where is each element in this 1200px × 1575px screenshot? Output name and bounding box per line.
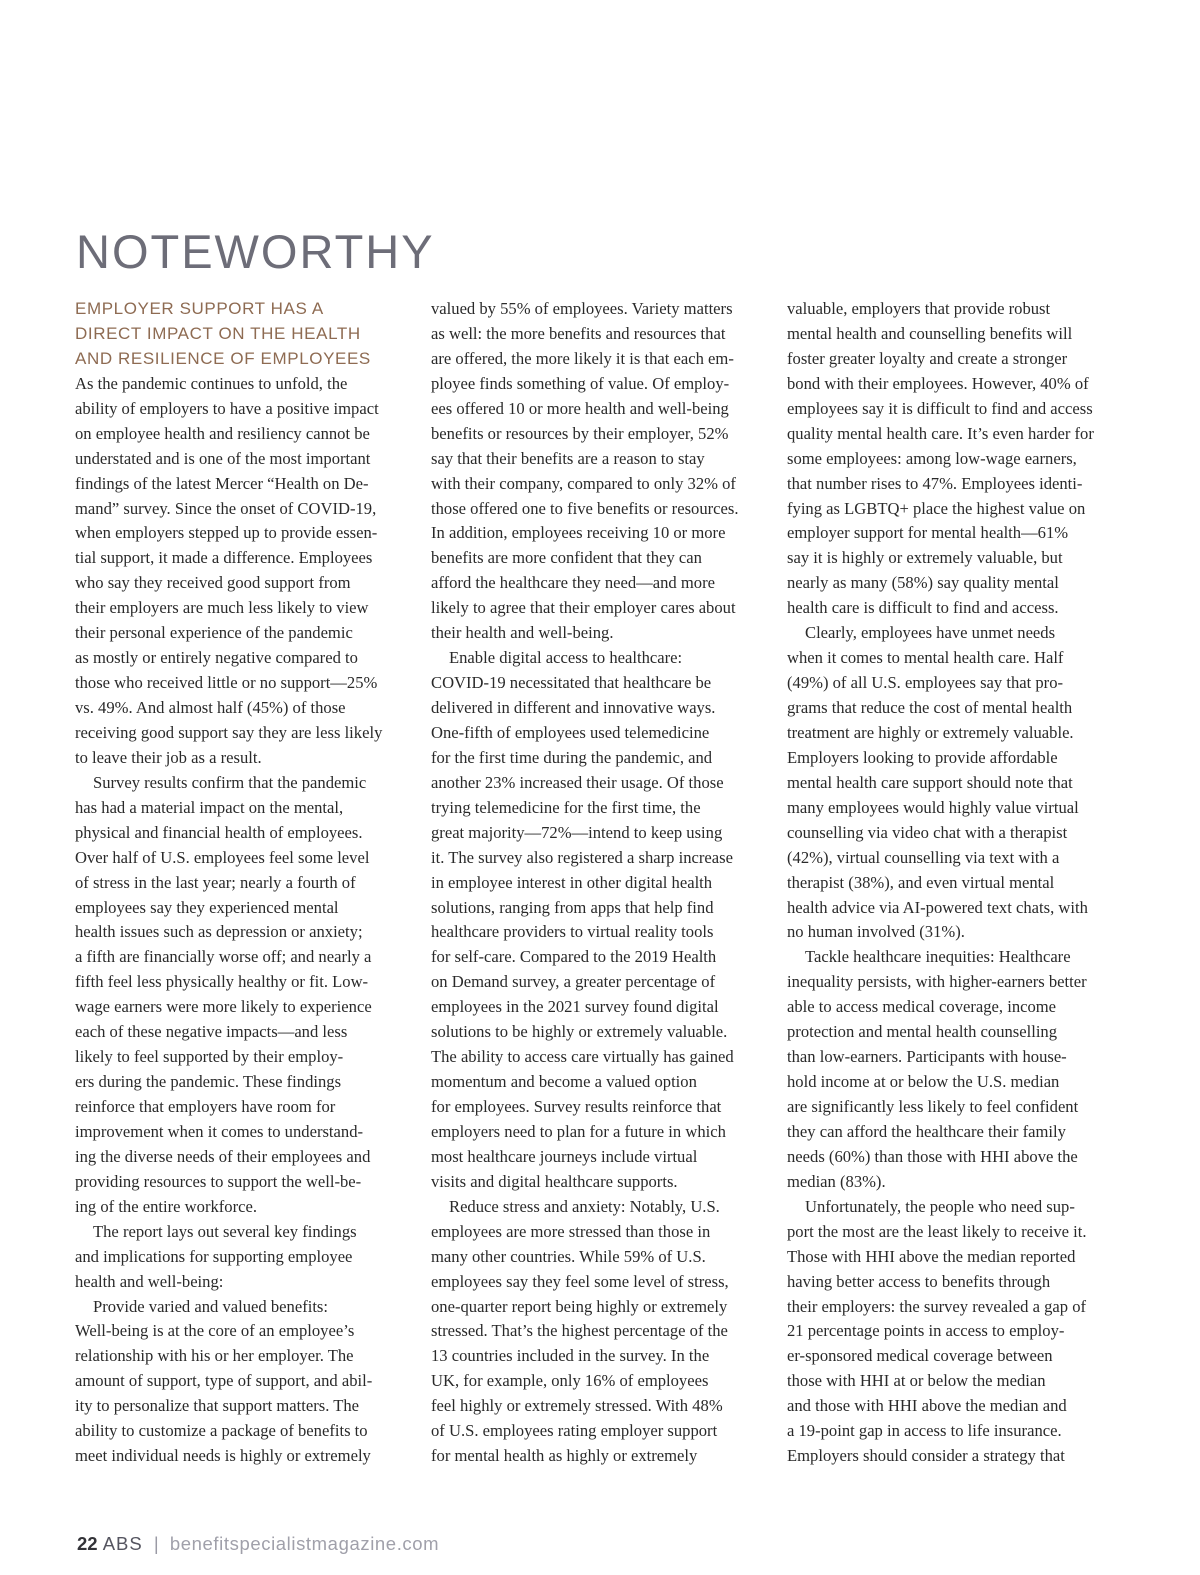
article-text-line: and implications for supporting employee xyxy=(75,1246,353,1266)
article-text-line: likely to agree that their employer cares about xyxy=(431,598,736,618)
article-text-line: inequality persists, with higher-earners better xyxy=(787,972,1087,992)
article-text-line: The report lays out several key findings xyxy=(93,1221,357,1241)
article-text-line: those with HHI at or below the median xyxy=(787,1371,1046,1391)
article-text-line: momentum and become a valued option xyxy=(431,1072,697,1092)
article-text-line: Clearly, employees have unmet needs xyxy=(805,623,1056,643)
article-text-line: understated and is one of the most important xyxy=(75,448,371,468)
article-text-line: health issues such as depression or anxiety; xyxy=(75,922,363,942)
article-text-line: meet individual needs is highly or extremely xyxy=(75,1446,371,1466)
article-text-line: employees say it is difficult to find and access xyxy=(787,398,1093,418)
article-text-line: their employers are much less likely to view xyxy=(75,598,369,618)
article-text-line: fying as LGBTQ+ place the highest value on xyxy=(787,498,1086,518)
article-text-line: for self-care. Compared to the 2019 Health xyxy=(431,947,717,967)
article-text-line: Reduce stress and anxiety: Notably, U.S. xyxy=(449,1196,720,1216)
article-text-line: many other countries. While 59% of U.S. xyxy=(431,1246,706,1266)
article-text-line: some employees: among low-wage earners, xyxy=(787,448,1077,468)
article-heading-line: DIRECT IMPACT ON THE HEALTH xyxy=(75,323,361,343)
article-text-line: vs. 49%. And almost half (45%) of those xyxy=(75,698,346,717)
article-text-line: The ability to access care virtually has gained xyxy=(431,1047,734,1067)
article-text-line: protection and mental health counselling xyxy=(787,1022,1058,1042)
article-text-line: a fifth are financially worse off; and nearly a xyxy=(75,947,372,967)
article-text-line: therapist (38%), and even virtual mental xyxy=(787,872,1055,892)
article-text-line: their health and well-being. xyxy=(431,623,614,643)
article-text-line: 21 percentage points in access to employ- xyxy=(787,1321,1065,1341)
article-text-line: ing of the entire workforce. xyxy=(75,1196,257,1216)
article-text-line: improvement when it comes to understand- xyxy=(75,1121,364,1141)
page-number: 22 xyxy=(77,1533,98,1554)
article-text-line: are offered, the more likely it is that each em- xyxy=(431,348,734,368)
article-text-line: receiving good support say they are less likely xyxy=(75,722,383,742)
article-text-line: many employees would highly value virtual xyxy=(787,797,1079,817)
article-text-line: ployee finds something of value. Of employ- xyxy=(431,373,730,393)
article-text-line: employees are more stressed than those in xyxy=(431,1221,711,1241)
article-text-line: no human involved (31%). xyxy=(787,922,965,942)
article-text-line: mand” survey. Since the onset of COVID-19, xyxy=(75,498,377,518)
article-text-line: In addition, employees receiving 10 or more xyxy=(431,523,726,543)
article-text-line: on Demand survey, a greater percentage of xyxy=(431,972,716,992)
article-text-line: physical and financial health of employees. xyxy=(75,822,363,842)
article-text-line: ees offered 10 or more health and well-being xyxy=(431,398,729,418)
article-text-line: those who received little or no support—25% xyxy=(75,673,378,693)
article-heading-line: EMPLOYER SUPPORT HAS A xyxy=(75,299,324,318)
article-text-line: stressed. That’s the highest percentage of the xyxy=(431,1321,728,1341)
article-text-line: and those with HHI above the median and xyxy=(787,1396,1067,1416)
article-text-line: each of these negative impacts—and less xyxy=(75,1022,348,1042)
article-text-line: health advice via AI-powered text chats, with xyxy=(787,897,1088,917)
website-link[interactable]: benefitspecialistmagazine.com xyxy=(169,1533,440,1554)
article-text-line: as mostly or entirely negative compared to xyxy=(75,648,358,668)
article-text-line: valued by 55% of employees. Variety matters xyxy=(431,299,733,318)
article-text-line: nearly as many (58%) say quality mental xyxy=(787,573,1059,593)
article-text-line: they can afford the healthcare their family xyxy=(787,1121,1066,1141)
article-text-line: say that their benefits are a reason to stay xyxy=(431,448,705,468)
article-text-line: of stress in the last year; nearly a fourth of xyxy=(75,872,356,892)
article-text-line: amount of support, type of support, and abil- xyxy=(75,1371,373,1391)
article-text-line: that number rises to 47%. Employees identi- xyxy=(787,473,1083,493)
article-text-line: having better access to benefits through xyxy=(787,1271,1051,1291)
article-text-line: quality mental health care. It’s even harder for xyxy=(787,423,1094,443)
article-text-line: afford the healthcare they need—and more xyxy=(431,573,715,593)
article-text-line: employees say they feel some level of stress, xyxy=(431,1271,729,1291)
article-text-line: trying telemedicine for the first time, the xyxy=(431,797,701,817)
article-text-line: solutions, ranging from apps that help find xyxy=(431,897,714,917)
article-text-line: has had a material impact on the mental, xyxy=(75,797,344,817)
article-text-line: Well-being is at the core of an employee’s xyxy=(75,1321,355,1341)
article-text-line: most healthcare journeys include virtual xyxy=(431,1146,698,1166)
article-text-line: ability to customize a package of benefits to xyxy=(75,1421,368,1441)
footer-separator: | xyxy=(153,1533,159,1554)
article-text-line: COVID-19 necessitated that healthcare be xyxy=(431,673,712,693)
article-text-line: Unfortunately, the people who need sup- xyxy=(805,1196,1075,1216)
article-text-line: for the first time during the pandemic, and xyxy=(431,747,713,767)
article-text-line: of U.S. employees rating employer support xyxy=(431,1421,718,1441)
article-text-line: one-quarter report being highly or extremely xyxy=(431,1296,728,1316)
article-text-line: One-fifth of employees used telemedicine xyxy=(431,722,710,742)
article-text-line: treatment are highly or extremely valuable. xyxy=(787,722,1074,742)
article-text-line: fifth feel less physically healthy or fit. Low- xyxy=(75,972,369,992)
article-text-line: ers during the pandemic. These findings xyxy=(75,1072,342,1092)
article-text-line: health care is difficult to find and access. xyxy=(787,598,1059,618)
article-text-line: findings of the latest Mercer “Health on De- xyxy=(75,473,369,493)
article-text-line: when employers stepped up to provide essen- xyxy=(75,523,378,543)
article-text-line: when it comes to mental health care. Half xyxy=(787,648,1064,668)
article-text-line: than low-earners. Participants with house- xyxy=(787,1047,1067,1067)
article-text-line: employers need to plan for a future in which xyxy=(431,1121,726,1141)
article-text-line: solutions to be highly or extremely valuable. xyxy=(431,1022,728,1042)
article-text-line: 13 countries included in the survey. In the xyxy=(431,1346,710,1366)
article-text-line: tial support, it made a difference. Employees xyxy=(75,548,373,568)
article-text-line: health and well-being: xyxy=(75,1271,224,1291)
article-text-line: needs (60%) than those with HHI above the xyxy=(787,1146,1078,1166)
article-text-line: foster greater loyalty and create a stronger xyxy=(787,348,1068,368)
article-text-line: Those with HHI above the median reported xyxy=(787,1246,1076,1266)
article-text-line: those offered one to five benefits or resources. xyxy=(431,498,739,518)
article-text-line: say it is highly or extremely valuable, but xyxy=(787,548,1063,568)
article-text-line: visits and digital healthcare supports. xyxy=(431,1171,678,1191)
article-text-line: As the pandemic continues to unfold, the xyxy=(75,373,348,393)
article-text-line: in employee interest in other digital health xyxy=(431,872,713,892)
article-text-line: feel highly or extremely stressed. With 48% xyxy=(431,1396,723,1416)
article-text-line: bond with their employees. However, 40% of xyxy=(787,373,1089,393)
article-text-line: Tackle healthcare inequities: Healthcare xyxy=(805,947,1071,967)
article-column-1 xyxy=(75,297,411,1469)
article-text-line: wage earners were more likely to experience xyxy=(75,997,372,1017)
publication-name: ABS xyxy=(102,1533,143,1554)
article-text-line: for employees. Survey results reinforce that xyxy=(431,1097,722,1116)
article-text-line: counselling via video chat with a therapist xyxy=(787,822,1068,842)
article-text-line: ability of employers to have a positive impact xyxy=(75,398,379,418)
article-text-line: delivered in different and innovative ways. xyxy=(431,698,716,717)
article-text-line: ity to personalize that support matters. The xyxy=(75,1396,360,1416)
article-text-line: Provide varied and valued benefits: xyxy=(93,1296,329,1316)
article-text-line: (49%) of all U.S. employees say that pro- xyxy=(787,673,1064,693)
article-text-line: Survey results confirm that the pandemic xyxy=(93,772,367,792)
article-text-line: a 19-point gap in access to life insurance. xyxy=(787,1421,1062,1441)
article-text-line: reinforce that employers have room for xyxy=(75,1097,336,1116)
article-text-line: who say they received good support from xyxy=(75,573,351,593)
article-text-line: employees in the 2021 survey found digital xyxy=(431,997,719,1017)
article-text-line: as well: the more benefits and resources that xyxy=(431,323,726,343)
article-text-line: able to access medical coverage, income xyxy=(787,997,1057,1017)
article-text-line: benefits are more confident that they can xyxy=(431,548,702,568)
section-title: NOTEWORTHY xyxy=(76,225,435,278)
article-text-line: Employers looking to provide affordable xyxy=(787,747,1058,767)
article-text-line: employer support for mental health—61% xyxy=(787,523,1069,543)
article-text-line: grams that reduce the cost of mental health xyxy=(787,698,1073,717)
article-text-line: employees say they experienced mental xyxy=(75,897,339,917)
article-text-line: benefits or resources by their employer, 52% xyxy=(431,423,729,443)
article-text-line: their personal experience of the pandemic xyxy=(75,623,353,643)
article-text-line: mental health care support should note that xyxy=(787,772,1073,792)
article-text-line: great majority—72%—intend to keep using xyxy=(431,822,723,842)
article-text-line: are significantly less likely to feel confident xyxy=(787,1097,1079,1116)
article-text-line: providing resources to support the well-be- xyxy=(75,1171,362,1191)
article-text-line: mental health and counselling benefits will xyxy=(787,323,1073,343)
article-text-line: on employee health and resiliency cannot be xyxy=(75,423,370,443)
article-text-line: Enable digital access to healthcare: xyxy=(449,648,683,668)
article-text-line: their employers: the survey revealed a gap of xyxy=(787,1296,1087,1316)
article-text-line: healthcare providers to virtual reality tools xyxy=(431,922,714,942)
article-text-line: to leave their job as a result. xyxy=(75,747,262,767)
article-text-line: for mental health as highly or extremely xyxy=(431,1446,698,1466)
article-text-line: hold income at or below the U.S. median xyxy=(787,1072,1060,1092)
article-column-3 xyxy=(787,297,1123,1469)
article-text-line: another 23% increased their usage. Of those xyxy=(431,772,724,792)
article-text-line: Employers should consider a strategy that xyxy=(787,1446,1065,1466)
article-text-line: median (83%). xyxy=(787,1171,886,1191)
article-text-line: Over half of U.S. employees feel some level xyxy=(75,847,370,867)
article-text-line: valuable, employers that provide robust xyxy=(787,299,1051,318)
article-text-line: likely to feel supported by their employ- xyxy=(75,1047,344,1067)
article-text-line: ing the diverse needs of their employees and xyxy=(75,1146,371,1166)
article-text-line: relationship with his or her employer. The xyxy=(75,1346,354,1366)
article-text-line: with their company, compared to only 32% of xyxy=(431,473,736,493)
article-text-line: UK, for example, only 16% of employees xyxy=(431,1371,709,1391)
article-text-line: er-sponsored medical coverage between xyxy=(787,1346,1053,1366)
page-footer xyxy=(77,1533,439,1555)
article-text-line: (42%), virtual counselling via text with a xyxy=(787,847,1060,867)
article-heading-line: AND RESILIENCE OF EMPLOYEES xyxy=(75,348,371,368)
article-text-line: it. The survey also registered a sharp increase xyxy=(431,847,733,867)
article-text-line: port the most are the least likely to receive it. xyxy=(787,1221,1087,1241)
article-column-2 xyxy=(431,297,767,1469)
